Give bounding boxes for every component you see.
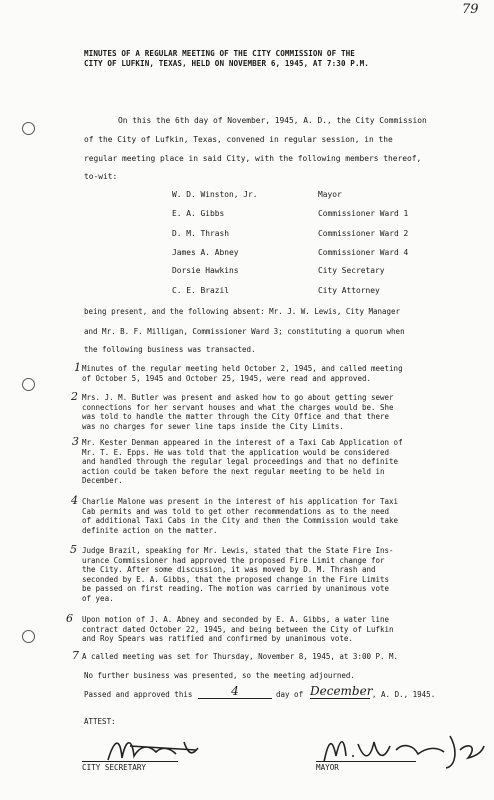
- item-line: and handled through the regular legal proceedings and that no definite: [82, 457, 399, 467]
- item-line: connections for her servant houses and what the charges would be. She: [82, 402, 394, 412]
- item-line: contract dated October 22, 1945, and being between the City of Lufkin: [82, 624, 394, 634]
- absent-line: the following business was transacted.: [84, 345, 256, 354]
- item-line: A called meeting was set for Thursday, November 8, 1945, at 3:00 P. M.: [82, 652, 399, 661]
- secretary-signature-line: [82, 761, 178, 762]
- year-suffix: , A. D., 1945.: [372, 690, 436, 699]
- member-title: Commissioner Ward 4: [318, 248, 409, 257]
- member-name: C. E. Brazil: [172, 286, 230, 295]
- member-name: W. D. Winston, Jr.: [172, 190, 258, 199]
- item-line: and Roy Spears was ratified and confirmed by unanimous vote.: [82, 634, 353, 644]
- item-number: 2: [71, 390, 78, 403]
- member-name: D. M. Thrash: [172, 229, 230, 238]
- item-3: [82, 438, 486, 486]
- passed-prefix: Passed and approved this: [84, 690, 193, 699]
- punch-hole-top: [22, 122, 35, 135]
- punch-hole-bottom: [22, 630, 35, 643]
- approval-month: December: [310, 684, 373, 698]
- member-title: City Secretary: [318, 266, 385, 275]
- item-line: December.: [82, 476, 123, 486]
- item-line: of additional Taxi Cabs in the City and then the Commission would take: [82, 516, 399, 526]
- mayor-label: MAYOR: [316, 763, 339, 772]
- header-line: MINUTES OF A REGULAR MEETING OF THE CITY COMMISSION OF THE: [84, 49, 355, 58]
- member-name: James A. Abney: [172, 248, 239, 257]
- item-line: of October 5, 1945 and October 25, 1945, were read and approved.: [82, 373, 371, 383]
- item-6: [82, 615, 486, 644]
- item-line: was told to handle the matter through the City Office and that there: [82, 412, 390, 422]
- mayor-signature-line: [316, 761, 416, 762]
- item-line: seconded by E. A. Gibbs, that the proposed change in the Fire Limits: [82, 574, 390, 584]
- item-line: action could be taken before the next regular meeting to be held in: [82, 466, 385, 476]
- item-line: Upon motion of J. A. Abney and seconded by E. A. Gibbs, a water line: [82, 615, 390, 624]
- member-title: City Attorney: [318, 286, 380, 295]
- item-line: Charlie Malone was present in the interest of his application for Taxi: [82, 497, 399, 506]
- item-number: 3: [72, 435, 79, 448]
- item-line: of yea.: [82, 593, 114, 603]
- item-line: Mrs. J. M. Butler was present and asked how to go about getting sewer: [82, 393, 394, 402]
- approval-day: 4: [198, 684, 272, 699]
- punch-hole-middle: [22, 378, 35, 391]
- mayor-signature: [318, 726, 488, 772]
- member-name: Dorsie Hawkins: [172, 266, 239, 275]
- item-number: 1: [74, 361, 81, 374]
- attest-label: ATTEST:: [84, 717, 116, 726]
- member-title: Commissioner Ward 2: [318, 229, 409, 238]
- minutes-header: [84, 49, 484, 69]
- page-number: 79: [462, 2, 479, 17]
- item-line: was no charges for sewer line taps inside the City Limits.: [82, 421, 344, 431]
- item-number: 4: [71, 494, 78, 507]
- opening-line: On this the 6th day of November, 1945, A. D., the City Commission: [118, 116, 427, 125]
- item-number: 6: [66, 612, 73, 625]
- opening-line: regular meeting place in said City, with the following members thereof,: [84, 154, 422, 163]
- item-5: [82, 546, 486, 604]
- item-1: [82, 364, 486, 383]
- adjourn-line: No further business was presented, so the meeting adjourned.: [84, 671, 355, 680]
- day-of-label: day of: [276, 690, 304, 699]
- absent-line: being present, and the following absent: Mr. J. W. Lewis, City Manager: [84, 307, 401, 316]
- item-line: be passed on first reading. The motion was carried by unanimous vote: [82, 584, 390, 594]
- item-2: [82, 393, 486, 431]
- item-number: 7: [72, 649, 79, 662]
- item-7: [82, 652, 486, 662]
- header-line: CITY OF LUFKIN, TEXAS, HELD ON NOVEMBER 6, 1945, AT 7:30 P.M.: [84, 59, 369, 68]
- item-line: Judge Brazil, speaking for Mr. Lewis, stated that the State Fire Ins-: [82, 546, 394, 555]
- item-line: Mr. Kester Denman appeared in the interest of a Taxi Cab Application of: [82, 438, 403, 447]
- member-title: Commissioner Ward 1: [318, 209, 409, 218]
- absent-line: and Mr. B. F. Milligan, Commissioner Ward 3; constituting a quorum when: [84, 327, 405, 336]
- item-number: 5: [70, 543, 77, 556]
- opening-line: of the City of Lufkin, Texas, convened in regular session, in the: [84, 135, 393, 144]
- item-line: urance Commissioner had approved the proposed Fire Limit change for: [82, 555, 385, 565]
- item-line: definite action on the matter.: [82, 525, 218, 535]
- item-4: [82, 497, 486, 535]
- member-name: E. A. Gibbs: [172, 209, 225, 218]
- item-line: the City. After some discussion, it was moved by D. M. Thrash and: [82, 565, 376, 575]
- member-title: Mayor: [318, 190, 342, 199]
- item-line: Mr. T. E. Epps. He was told that the application would be considered: [82, 447, 390, 457]
- opening-line: to-wit:: [84, 172, 118, 181]
- item-line: Minutes of the regular meeting held October 2, 1945, and called meeting: [82, 364, 403, 373]
- secretary-label: CITY SECRETARY: [82, 763, 147, 772]
- item-line: Cab permits and was told to get other recommendations as to the need: [82, 506, 390, 516]
